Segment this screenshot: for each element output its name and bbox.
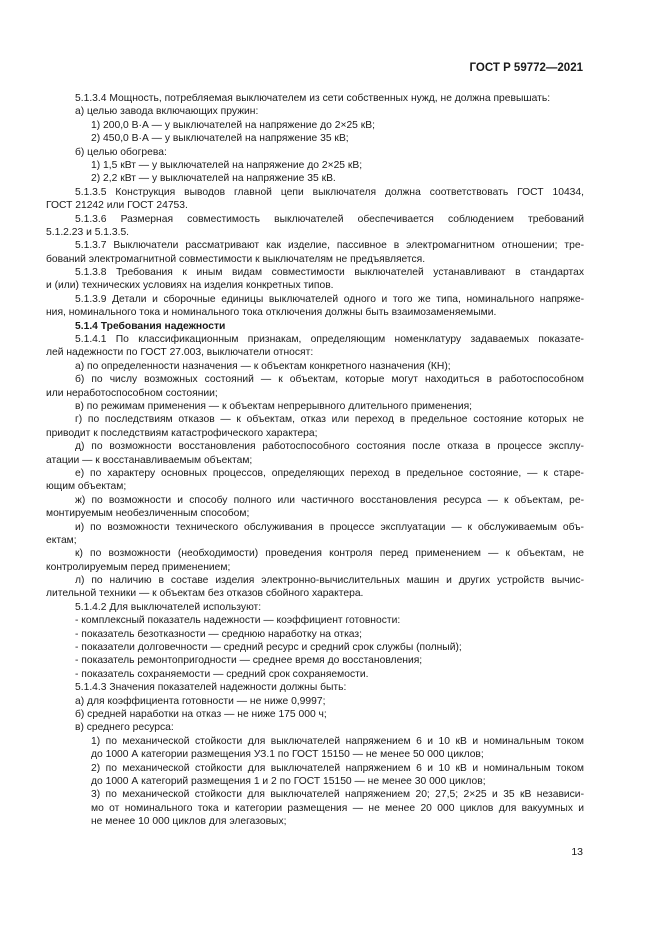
text-line: а) для коэффициента готовности — не ниже 0,9997; <box>75 695 326 707</box>
text-line: - комплексный показатель надежности — коэффициент готовности: <box>75 615 401 627</box>
text-line: 5.1.3.6 Размерная совместимость выключателей обеспечивается соблюдением требований <box>75 213 584 225</box>
text-line: 5.1.2.23 и 5.1.3.5. <box>46 226 130 238</box>
document-header: ГОСТ Р 59772—2021 <box>469 62 583 74</box>
text-line: - показатель безотказности — среднюю наработку на отказ; <box>75 628 362 640</box>
text-line: л) по наличию в составе изделия электронно-вычислительных машин и других устройств вычис- <box>75 575 584 587</box>
text-line: 5.1.4.1 По классификационным признакам, определяющим номенклатуру задаваемых показате- <box>75 334 584 346</box>
text-line: ж) по возможности и способу полного или частичного восстановления ресурса — к объектам, ре- <box>75 494 584 506</box>
text-line: и) по возможности технического обслуживания в процессе эксплуатации — к обслуживаемым объ- <box>75 521 584 533</box>
text-line: г) по последствиям отказов — к объектам, отказ или переход в предельное состояние которых не <box>75 414 584 426</box>
text-line: - показатель ремонтопригодности — среднее время до восстановления; <box>75 655 423 667</box>
text-line: - показатели долговечности — средний ресурс и средний срок службы (полный); <box>75 642 462 654</box>
text-line: е) по характеру основных процессов, определяющих переход в предельное состояние, — к старе- <box>75 467 584 479</box>
text-line: 1) 200,0 В·А — у выключателей на напряжение до 2×25 кВ; <box>91 119 376 131</box>
text-line: 2) 2,2 кВт — у выключателей на напряжение 35 кВ. <box>91 173 336 185</box>
text-line: или неработоспособном состоянии; <box>46 387 218 399</box>
text-line: б) средней наработки на отказ — не ниже 175 000 ч; <box>75 708 327 720</box>
text-line: 2) по механической стойкости для выключателей напряжением 6 и 10 кВ и номинальным током <box>91 762 584 774</box>
text-line: а) по определенности назначения — к объектам конкретного назначения (КН); <box>75 360 451 372</box>
text-line: 5.1.4 Требования надежности <box>75 320 226 332</box>
text-line: монтируемым необезличенным способом; <box>46 508 250 520</box>
page-number: 13 <box>571 846 583 858</box>
text-line: к) по возможности (необходимости) проведения контроля перед применением — к объектам, не <box>75 548 584 560</box>
text-line: в) среднего ресурса: <box>75 722 174 734</box>
text-line: 5.1.4.2 Для выключателей используют: <box>75 601 262 613</box>
text-line: б) целью обогрева: <box>75 146 167 158</box>
text-line: лей надежности по ГОСТ 27.003, выключатели относят: <box>46 347 314 359</box>
text-line: лительной техники — к объектам без отказов сбойного характера. <box>46 588 364 600</box>
text-line: 1) по механической стойкости для выключателей напряжением 6 и 10 кВ и номинальным током <box>91 735 584 747</box>
text-line: 2) 450,0 В·А — у выключателей на напряжение 35 кВ; <box>91 133 349 145</box>
text-line: 5.1.4.3 Значения показателей надежности должны быть: <box>75 682 347 694</box>
text-line: ектам; <box>46 534 77 546</box>
text-line: в) по режимам применения — к объектам непрерывного длительного применения; <box>75 400 473 412</box>
text-line: - показатель сохраняемости — средний срок сохраняемости. <box>75 668 369 680</box>
text-line: не менее 10 000 циклов для элегазовых; <box>91 816 287 828</box>
text-line: 5.1.3.5 Конструкция выводов главной цепи выключателя должна соответствовать ГОСТ 10434, <box>75 186 584 198</box>
text-line: 5.1.3.9 Детали и сборочные единицы выключателей одного и того же типа, номинального напряже- <box>75 293 584 305</box>
text-line: 5.1.3.4 Мощность, потребляемая выключателем из сети собственных нужд, не должна превышать: <box>75 93 551 104</box>
text-line: до 1000 А категорий размещения 1 и 2 по ГОСТ 15150 — не менее 30 000 циклов; <box>91 775 486 787</box>
text-line: 5.1.3.8 Требования к иным видам совместимости выключателей устанавливают в стандартах <box>75 267 584 279</box>
text-line: ГОСТ 21242 или ГОСТ 24753. <box>46 200 188 212</box>
text-line: д) по возможности восстановления работоспособного состояния после отказа в процессе эксплу- <box>75 441 584 453</box>
text-line: 1) 1,5 кВт — у выключателей на напряжение до 2×25 кВ; <box>91 159 363 171</box>
text-line: и (или) технических условиях на изделия конкретных типов. <box>46 280 334 292</box>
document-body <box>46 92 584 828</box>
text-line: ющим объектам; <box>46 481 127 493</box>
text-line: а) целью завода включающих пружин: <box>75 106 259 118</box>
text-line: 3) по механической стойкости для выключателей напряжением 20; 27,5; 2×25 и 35 кВ независи- <box>91 789 584 801</box>
text-line: до 1000 А категории размещения УЗ.1 по ГОСТ 15150 — не менее 50 000 циклов; <box>91 749 484 761</box>
text-line: 5.1.3.7 Выключатели рассматривают как изделие, пассивное в электромагнитном отношении; тре- <box>75 240 584 252</box>
text-line: б) по числу возможных состояний — к объектам, которые могут находиться в работоспособном <box>75 374 584 386</box>
text-line: мо от номинального тока и категории размещения — не менее 20 000 циклов для вакуумных и <box>91 802 584 814</box>
text-line: приводит к последствиям катастрофического характера; <box>46 427 318 439</box>
text-line: атации — к восстанавливаемым объектам; <box>46 454 253 466</box>
text-line: бований электромагнитной совместимости к выключателям не предъявляется. <box>46 253 426 265</box>
text-line: контролируемым перед применением; <box>46 561 231 573</box>
text-line: ния, номинального тока и номинального тока отключения должны быть взаимозаменяемыми. <box>46 307 497 319</box>
